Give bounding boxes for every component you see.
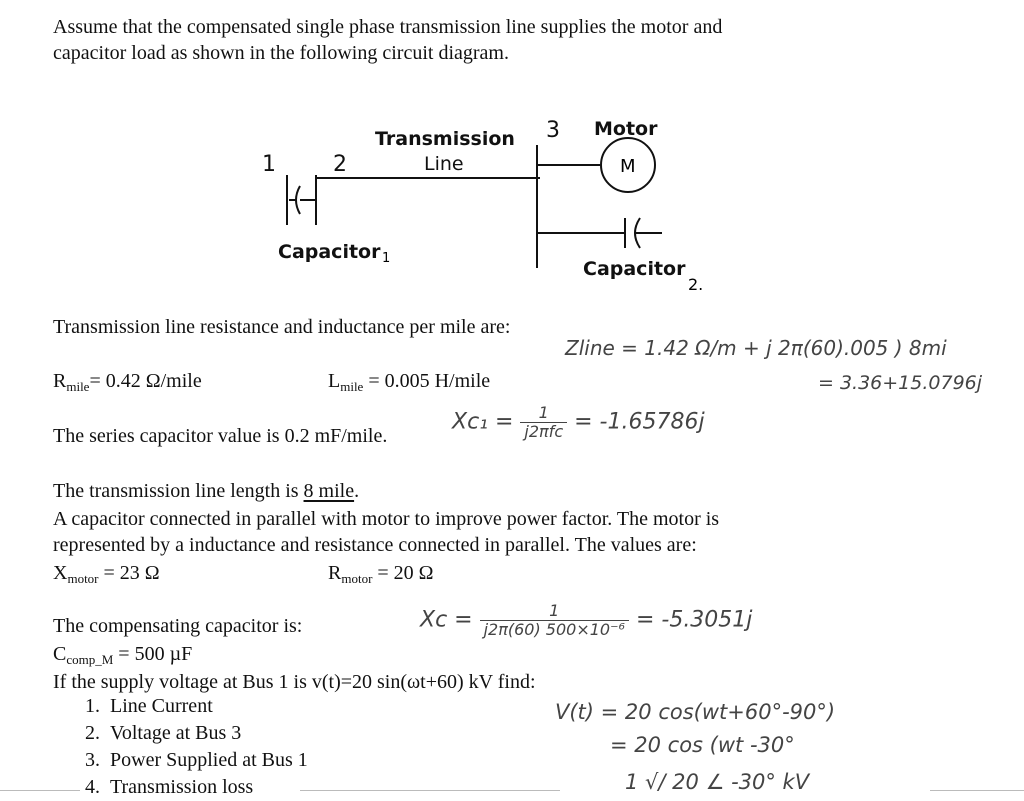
question-item: 2. Voltage at Bus 3 <box>85 722 242 744</box>
transmission-line-label-1: Transmission <box>375 128 515 150</box>
x-motor-value: $X_{motor} = 23$ Ω <box>53 562 160 586</box>
params-heading: Transmission line resistance and inductance per mile are: <box>53 316 511 338</box>
handwritten-vt-1: V(t) = 20 cos(wt+60°-90°) <box>555 700 836 724</box>
transmission-line-label-2: Line <box>424 153 464 175</box>
capacitor1-label: Capacitor <box>278 241 381 263</box>
line-length-text: The transmission line length is 8 mile. <box>53 480 360 502</box>
question-item: 1. Line Current <box>85 695 213 717</box>
handwritten-zline: Zline = 1.42 Ω/m + j 2π(60).005 ) 8mi <box>565 336 947 360</box>
handwritten-vt-2: = 20 cos (wt -30° <box>610 733 795 757</box>
page-rule <box>300 790 560 791</box>
r-motor-value: $R_{motor} = 20$ Ω <box>328 562 434 586</box>
motor-label: Motor <box>594 118 658 140</box>
intro-line-2: capacitor load as shown in the following circuit diagram. <box>53 42 509 64</box>
handwritten-zline-result: = 3.36+15.0796j <box>818 372 983 394</box>
intro-line-1: Assume that the compensated single phase transmission line supplies the motor and <box>53 16 723 38</box>
capacitor1-plate-curve <box>296 186 300 214</box>
capacitor2-label: Capacitor <box>583 258 686 280</box>
node-2-label: 2 <box>333 152 347 177</box>
motor-symbol-letter: M <box>620 156 636 177</box>
questions-list <box>85 693 308 801</box>
question-item: 4. Transmission loss <box>85 776 254 798</box>
capacitor2-index: 2. <box>688 275 704 294</box>
supply-voltage-text: If the supply voltage at Bus 1 is v(t)=20 sin(ωt+60) kV find: <box>53 671 536 693</box>
c-comp-value: $C_{comp\_M} = 500$ µF <box>53 643 193 667</box>
capacitor-desc-line-1: A capacitor connected in parallel with motor to improve power factor. The motor is <box>53 508 720 530</box>
handwritten-xc1: Xc₁ = $\frac{1}{\text{j2πfc}}$ = -1.65786j <box>452 403 705 441</box>
page-rule <box>930 790 1024 791</box>
question-item: 3. Power Supplied at Bus 1 <box>85 749 308 771</box>
node-1-label: 1 <box>262 152 276 177</box>
l-mile-value: $L_{mile} = 0.005$ H/mile <box>328 370 491 394</box>
r-mile-value: $R_{mile}= 0.42$ Ω/mile <box>53 370 202 394</box>
circuit-diagram <box>0 0 1024 300</box>
page-rule <box>0 790 80 791</box>
handwritten-vt-3: 1 √/ 20 ∠ -30° kV <box>625 770 810 794</box>
node-3-label: 3 <box>546 118 560 143</box>
compensating-capacitor-heading: The compensating capacitor is: <box>53 615 303 637</box>
capacitor-desc-line-2: represented by a inductance and resistance connected in parallel. The values are: <box>53 534 697 556</box>
handwritten-xc: Xc = $\frac{1}{\text{j2π(60) 500×10⁻⁶}}$ = -5.3051j <box>420 601 753 639</box>
capacitor1-index: 1 <box>382 251 391 266</box>
series-capacitor-text: The series capacitor value is 0.2 mF/mile. <box>53 425 388 447</box>
